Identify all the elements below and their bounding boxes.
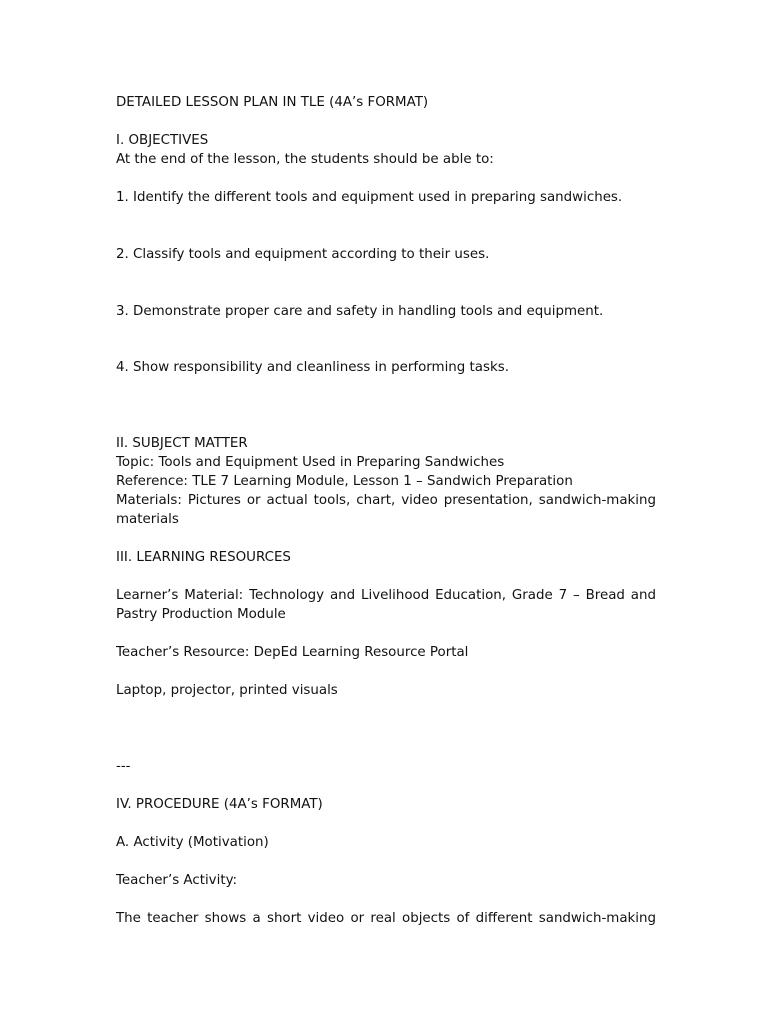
subject-matter-materials: Materials: Pictures or actual tools, chart, video presentation, sandwich-making [116, 493, 656, 508]
teachers-resource: Teacher’s Resource: DepEd Learning Resource Portal [116, 645, 469, 660]
learning-resources-heading: III. LEARNING RESOURCES [116, 550, 291, 565]
learners-material-continued: Pastry Production Module [116, 607, 286, 622]
activity-description: The teacher shows a short video or real objects of different sandwich-making [116, 911, 656, 926]
activity-heading: A. Activity (Motivation) [116, 835, 269, 850]
objective-item-3: 3. Demonstrate proper care and safety in handling tools and equipment. [116, 304, 604, 319]
learners-material: Learner’s Material: Technology and Livelihood Education, Grade 7 – Bread and [116, 588, 656, 603]
subject-matter-reference: Reference: TLE 7 Learning Module, Lesson 1 – Sandwich Preparation [116, 474, 573, 489]
procedure-heading: IV. PROCEDURE (4A’s FORMAT) [116, 797, 323, 812]
teachers-activity-label: Teacher’s Activity: [116, 873, 238, 888]
objective-item-4: 4. Show responsibility and cleanliness in performing tasks. [116, 360, 509, 375]
section-separator: --- [116, 759, 131, 774]
equipment-list: Laptop, projector, printed visuals [116, 683, 338, 698]
objective-item-1: 1. Identify the different tools and equipment used in preparing sandwiches. [116, 190, 623, 205]
objectives-intro: At the end of the lesson, the students should be able to: [116, 152, 494, 167]
subject-matter-heading: II. SUBJECT MATTER [116, 436, 248, 451]
objective-item-2: 2. Classify tools and equipment according to their uses. [116, 247, 490, 262]
objectives-heading: I. OBJECTIVES [116, 133, 209, 148]
subject-matter-topic: Topic: Tools and Equipment Used in Preparing Sandwiches [116, 455, 505, 470]
document-title: DETAILED LESSON PLAN IN TLE (4A’s FORMAT) [116, 95, 429, 110]
subject-matter-materials-continued: materials [116, 512, 179, 527]
